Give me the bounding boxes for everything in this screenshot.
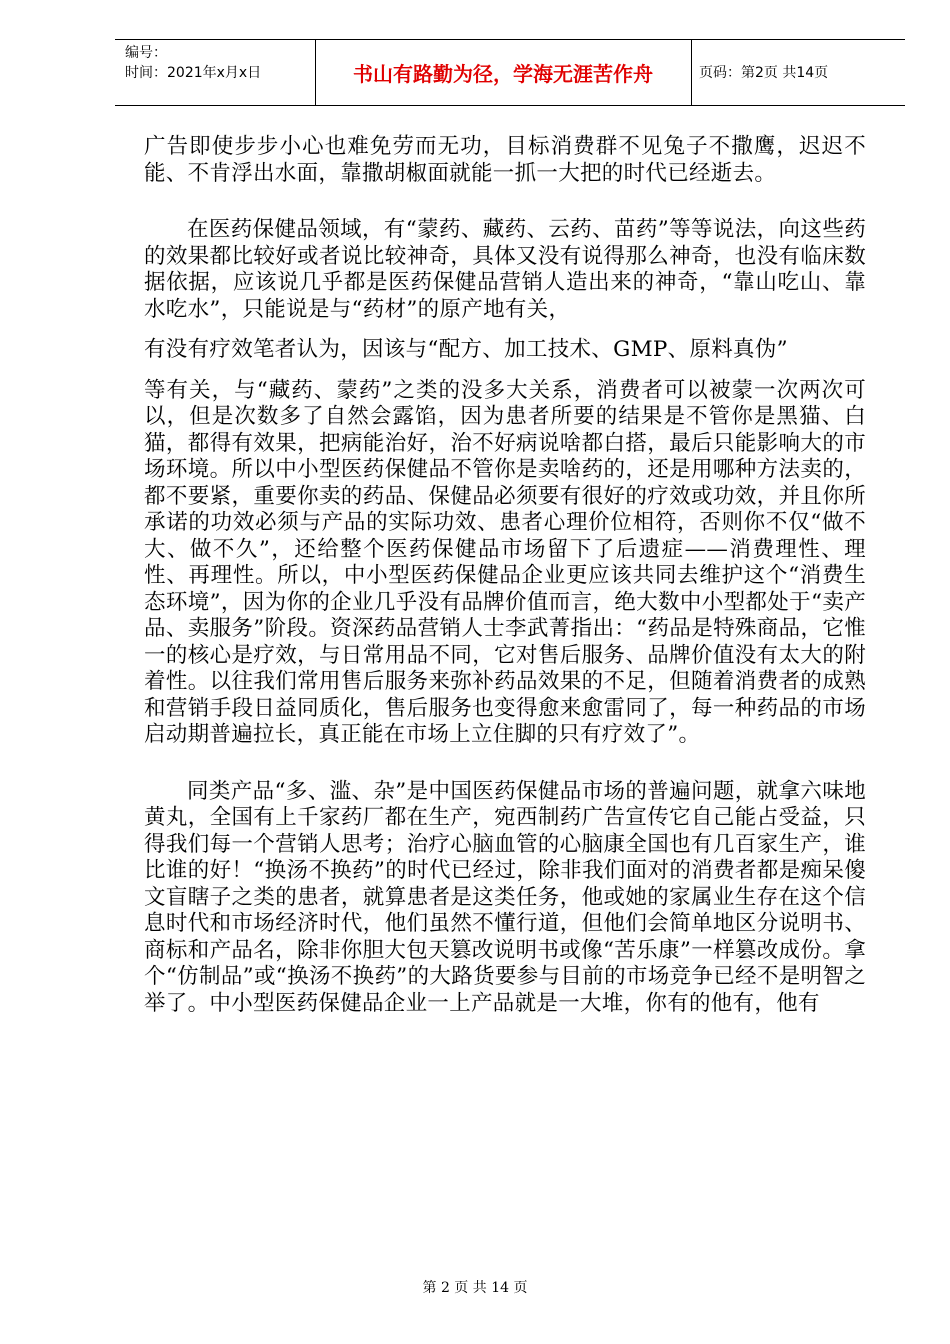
paragraph-2-continued: 等有关，与“藏药、蒙药”之类的没多大关系，消费者可以被蒙一次两次可以，但是次数多了自然会露馅，因为患者所要的结果是不管你是黑猫、白猫，都得有效果，把病能治好，治不好病说啥都白搭，最后只能影响大的市场环境。所以中小型医药保健品不管你是卖啥药的，还是用哪种方法卖的，都不要紧，重要你卖的药品、保健品必须要有很好的疗效或功效，并且你所承诺的功效必须与产品的实际功效、患者心理价位相符，否则你不仅“做不大、做不久”，还给整个医药保健品市场留下了后遗症——消费理性、理性、再理性。所以，中小型医药保健品企业更应该共同去维护这个“消费生态环境”，因为你的企业几乎没有品牌价值而言，绝大数中小型都处于“卖产品、卖服务”阶段。资深药品营销人士李武菁指出：“药品是特殊商品，它惟一的核心是疗效，与日常用品不同，它对售后服务、品牌价值没有太大的附着性。以往我们常用售后服务来弥补药品效果的不足，但随着消费者的成熟和营销手段日益同质化，售后服务也变得愈来愈雷同了，每一种药品的市场启动期普遍拉长，真正能在市场上立住脚的只有疗效了”。 — [144, 377, 866, 747]
number-label: 编号： — [125, 45, 167, 61]
paragraph-2-line: 有没有疗效笔者认为，因该与“配方、加工技术、GMP、原料真伪” — [144, 337, 788, 362]
page-footer: 第 2 页 共 14 页 — [422, 1280, 528, 1296]
paragraph-3: 同类产品“多、滥、杂”是中国医药保健品市场的普遍问题，就拿六味地黄丸，全国有上千家药厂都在生产，宛西制药广告宣传它自己能占受益，只得我们每一个营销人思考；治疗心脑血管的心脑康全国也有几百家生产，谁比谁的好！“换汤不换药”的时代已经过，除非我们面对的消费者都是痴呆傻文盲瞎子之类的患者，就算患者是这类任务，他或她的家属业生存在这个信息时代和市场经济时代，他们虽然不懂行道，但他们会简单地区分说明书、商标和产品名，除非你胆大包天篡改说明书或像“苦乐康”一样篡改成份。拿个“仿制品”或“换汤不换药”的大路货要参与目前的市场竞争已经不是明智之举了。中小型医药保健品企业一上产品就是一大堆，你有的他有，他有 — [144, 778, 866, 1016]
document-body — [144, 134, 866, 1017]
time-label: 时间：2021年x月x日 — [125, 65, 262, 81]
page-header — [115, 39, 905, 106]
header-meta — [125, 43, 315, 83]
paragraph-1: 广告即使步步小心也难免劳而无功，目标消费群不见兔子不撒鹰，迟迟不能、不肯浮出水面，靠撒胡椒面就能一抓一大把的时代已经逝去。 — [144, 134, 866, 186]
header-motto: 书山有路勤为径，学海无涯苦作舟 — [353, 61, 653, 86]
header-page-info: 页码：第2页 共14页 — [699, 65, 829, 81]
paragraph-2: 在医药保健品领域，有“蒙药、藏药、云药、苗药”等等说法，向这些药的效果都比较好或者说比较神奇，具体又没有说得那么神奇，也没有临床数据依据，应该说几乎都是医药保健品营销人造出来的神奇，“靠山吃山、靠水吃水”，只能说是与“药材”的原产地有关， — [144, 217, 866, 322]
